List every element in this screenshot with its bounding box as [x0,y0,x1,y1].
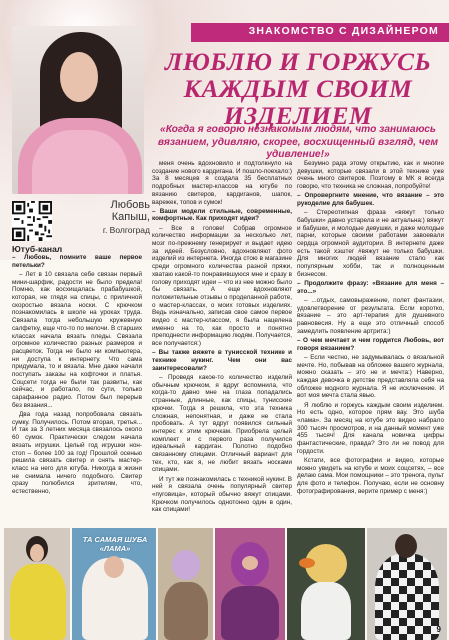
photo-checkered-cardigan [367,528,447,640]
page-number: 9 [436,625,441,634]
author-first-name: Любовь [110,199,150,211]
col2-paragraph: И тут же познакомилась с техникой нукинг. В ней я связала очень популярный свитер «пуговица», который обычно вяжут спицами. Крючком получилось однотонно один в один, как спицами! [152,475,292,514]
qr-code-graphic [12,201,52,241]
col3-paragraph: – ...отдых, самовыражение, полет фантазии, удовлетворение от результата. Если коротко, вязание – это арт-терапия для душевного равновесия. Ну а еще это отличный способ замедлить появление артрита:) [297,296,444,335]
col3-paragraph: – О чем мечтает и чем гордится Любовь, вот говоря вязанием? [297,336,444,352]
section-label: ЗНАКОМСТВО С ДИЗАЙНЕРОМ [248,25,439,37]
headline-line-1: ЛЮБЛЮ И ГОРЖУСЬ [164,47,432,76]
col3-paragraph: – Продолжите фразу: «Вязание для меня – это...» [297,280,444,295]
col1-paragraph: Два года назад попробовала связать сумку. Получилось. Потом вторая, третья... И так за 3 летних месяца связалось около 60 сумок. Практически следом начала вязать игрушки. Целый год игрушки нон-стоп – более 100 за год! Прошлой осенью решила связать свитер и снять мастер-класс на него для ютуба. Никогда в жизни не снимала ничего подобного. Свитер сразу полюбился зрителям, что, естественно, [12,411,142,496]
col2-paragraph: – Все в голове! Собрав огромное количество информации за несколько лет, мозг по-прежнему генерирует и выдает идею за идеей. Безусловно, вдохновляют фото изделий из интернета. Иногда стою в магазине среди огромного количества разной пряжи, хватаю какой-то понравившуюся мне и сразу в голову приходят идеи – что из нее можно было бы связать. А еще вдохновляют положительные отзывы о проделанной работе, о мастер-классах, о моих готовых изделиях. Ведь изначально, записав свое самое первое видео с мастер-классом, я была нацелена именно на то, как просто и понятно преподнести информацию людям. Получается, все получается:) [152,224,292,348]
col3-paragraph: Кстати, все фотографии и видео, которые можно увидеть на ютубе и моих соцсетях, – все делаю сама. Мои помощники – это тренога, пульт для фото и телефон. Получаю, если не основну фотографирования, верите пример с меня:) [297,457,444,495]
photo-lilac-hat [158,528,213,640]
author-city: г. Волгоград [102,225,150,235]
photo-caption: ТА САМАЯ ШУБА «ЛАМА» [82,535,148,553]
designer-portrait [12,26,144,194]
photo-duck-toy [287,528,365,640]
headline [152,48,444,129]
col1-paragraph: – Любовь, помните ваше первое петельки? [12,254,142,269]
col1-paragraph: – Лет в 10 связала себе связан первый мини-шарфик, радости не было предела! Помню, как восхищалась прабабушкой, которая, не глядя на спицы, с приличной скоростью вязала носки. С крючком познакомилась в школе на уроках труда. Связала тогда небольшую кружевную салфетку, еще что-то по мелочи. В старших классах начала вязать пледы. Связала огромное количество разных размеров и расцветок. Тогда не было ни компьютера, ни доступа к интернету. Что сама придумала, то и вязала. Мне даже начали поступать заказы на кофточки и платья. Соцсети тогда не были так развиты, как сейчас, и работало, по сути, только сарафанное радио. Потом был перерыв без вязания... [12,270,142,409]
col3-paragraph: – Стереотипная фраза «вяжут только бабушки» давно устарела и не актуальна:) вяжут и бабушки, и молодые девушки, и даже молодые парни, которые своими работами завоевали сердца огромной аудитории. В интернете даже есть такой хэштег #вяжут не только бабушки. Для многих людей вязание стало как популярным хобби, так и полноценным бизнесом. [297,209,444,278]
col3-paragraph: – Если честно, не задумывалась о вязальной мечте. Но, побывав на обложке вашего журнала, можно сказать – это не и мечта:) Наверно, каждая девочка в детстве представляла себя на обложке модного журнала. Я не исключение. И вот моя мечта стала явью. [297,353,444,400]
col3-paragraph: – Опровергните мнение, что вязание – это рукоделие для бабушек. [297,192,444,208]
col3-paragraph: Безумно рада этому открытию, как и многие девушки, которые связали в этой технике уже очень много свитеров. Поэтому в МК я всегда говорю, что техника не сложная, попробуйте! [297,160,444,191]
author-credit [60,199,150,236]
col2-paragraph: – Ваши модели стильные, современные, комфортные. Как приходят идеи? [152,207,292,223]
col2-paragraph: – Вы также вяжете в тунисской технике и технике нукинг. Чем они вас заинтересовали? [152,349,292,372]
col2-paragraph: меня очень вдохновило и подтолкнуло на создание нового кардигана. И пошло-поехало:) За 8 месяцев я создала 35 бесплатных подробных мастер-классов на ютубе по вязанию свитеров, кардиганов, шапок, варежек, топов и сумок! [152,160,292,206]
qr-code-icon[interactable] [12,201,52,241]
col3-paragraph: Я люблю и горжусь каждым своим изделием. Но есть одно, которое прям вау. Это шуба «лама». За месяц на ютубе это видео набрало 300 тысяч просмотров, и на данный момент уже 455 тысяч! Для канала новичка цифры фантастические, правда? Это ли не повод для гордости. [297,401,444,455]
photo-purple-balaclava [215,528,285,640]
section-ribbon [191,23,449,42]
article-column-3 [297,160,444,497]
lead-quote: «Когда я говорю незнакомым людям, что занимаюсь вязанием, удивляю, скорее, восхищенный взгляд, чем удивление!» [157,124,439,161]
photo-strip [0,528,449,640]
headline-line-2: КАЖДЫМ СВОИМ ИЗДЕЛИЕМ [183,74,413,130]
youtube-channel-label: Ютуб-канал [12,244,63,254]
photo-llama-coat [72,528,156,640]
article-column-1 [12,254,142,497]
author-last-name: Капыш, [111,211,150,223]
col2-paragraph: – Проведя какое-то количество изделий обычным крючком, я вдруг вспомнила, что когда-то давно мне на глаза попадались странные, длинные, как спицы, тунисские крючки. Тогда я решила, что эта техника сложная, непонятная, и даже не стала пробовать. А тут вдруг появился сильный интерес к этим крючкам. Приобрела целый комплект и с первого раза получился идеальный кардиган. Полотно подобно связанному спицами. Отличный вариант для тех, кто, как я, не любит вязать носками спицами. [152,373,292,474]
article-column-2 [152,160,292,516]
photo-yellow-sweater [4,528,70,640]
